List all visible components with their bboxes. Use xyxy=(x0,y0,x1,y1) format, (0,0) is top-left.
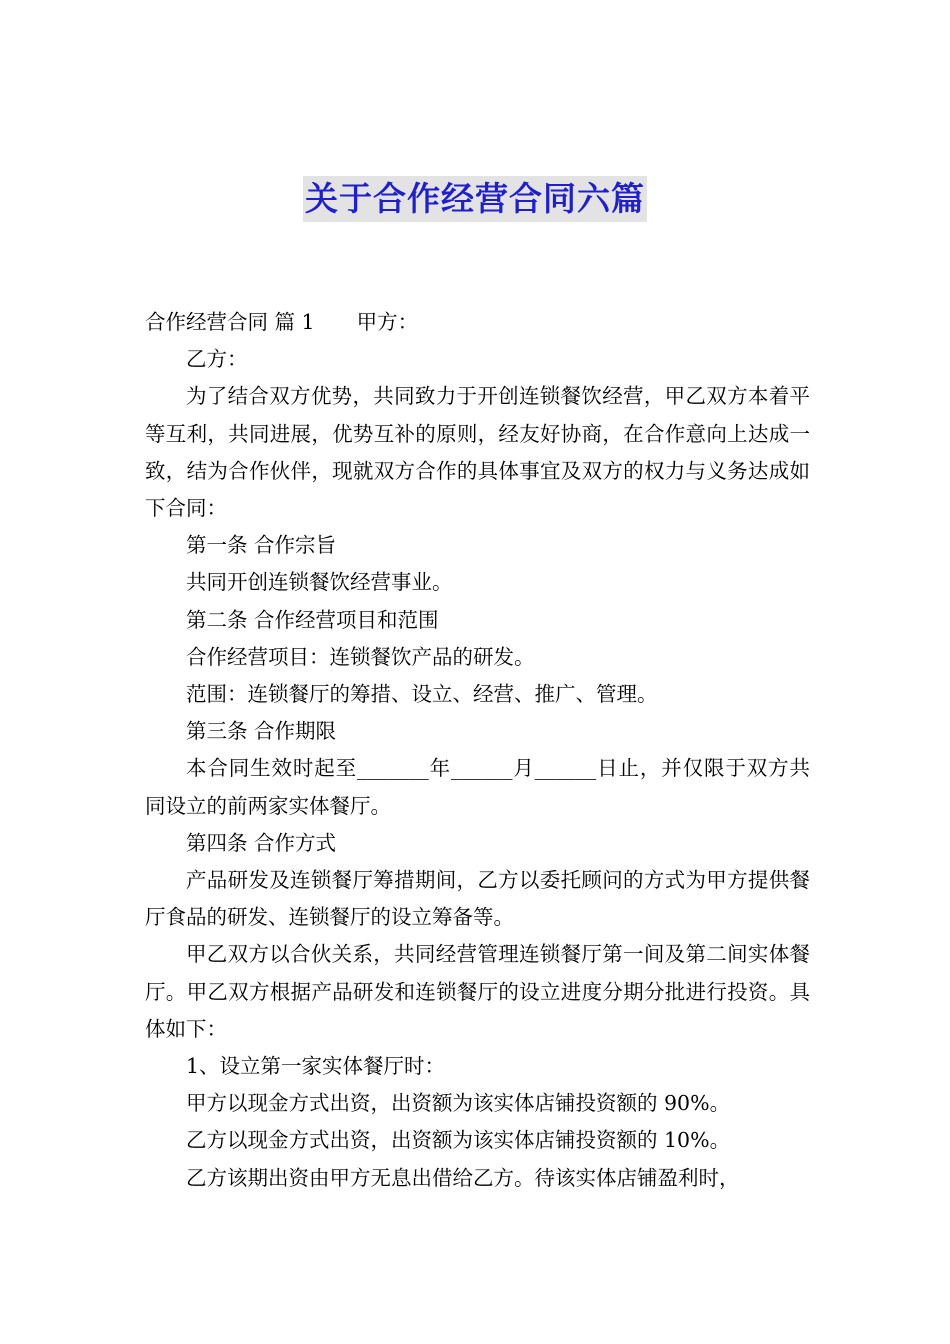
paragraph: 产品研发及连锁餐厅筹措期间，乙方以委托顾问的方式为甲方提供餐厅食品的研发、连锁餐厅的设立筹备等。 xyxy=(145,868,810,930)
article-heading: 第一条 合作宗旨 xyxy=(186,533,337,558)
paragraph: 乙方： xyxy=(186,347,248,372)
paragraph: 乙方以现金方式出资，出资额为该实体店铺投资额的 10%。 xyxy=(186,1128,731,1153)
paragraph: 甲乙双方以合伙关系，共同经营管理连锁餐厅第一间及第二间实体餐厅。甲乙双方根据产品研发和连锁餐厅的设立进度分期分批进行投资。具体如下： xyxy=(145,942,810,1041)
paragraph: 范围：连锁餐厅的筹措、设立、经营、推广、管理。 xyxy=(186,682,658,707)
section-heading: 合作经营合同 篇 1 xyxy=(145,310,315,334)
list-item: 1、设立第一家实体餐厅时： xyxy=(186,1054,446,1079)
paragraph: 合作经营项目：连锁餐饮产品的研发。 xyxy=(186,644,535,669)
document-title: 关于合作经营合同六篇 xyxy=(303,176,647,222)
article-heading: 第二条 合作经营项目和范围 xyxy=(186,607,439,632)
heading-line xyxy=(145,304,810,341)
paragraph: 为了结合双方优势，共同致力于开创连锁餐饮经营，甲乙双方本着平等互利，共同进展，优势互补的原则，经友好协商，在合作意向上达成一致，结为合作伙伴，现就双方合作的具体事宜及双方的权力与义务达成如下合同： xyxy=(145,384,810,521)
article-heading: 第四条 合作方式 xyxy=(186,830,337,855)
paragraph: 乙方该期出资由甲方无息出借给乙方。待该实体店铺盈利时， xyxy=(186,1165,740,1190)
article-heading: 第三条 合作期限 xyxy=(186,719,337,744)
paragraph: 甲方以现金方式出资，出资额为该实体店铺投资额的 90%。 xyxy=(186,1091,731,1116)
party-a-label: 甲方： xyxy=(356,310,419,334)
paragraph: 本合同生效时起至_______年______月______日止，并仅限于双方共同设立的前两家实体餐厅。 xyxy=(145,756,810,818)
title-wrapper xyxy=(0,176,950,222)
paragraph: 共同开创连锁餐饮经营事业。 xyxy=(186,570,453,595)
document-body xyxy=(145,304,810,1197)
